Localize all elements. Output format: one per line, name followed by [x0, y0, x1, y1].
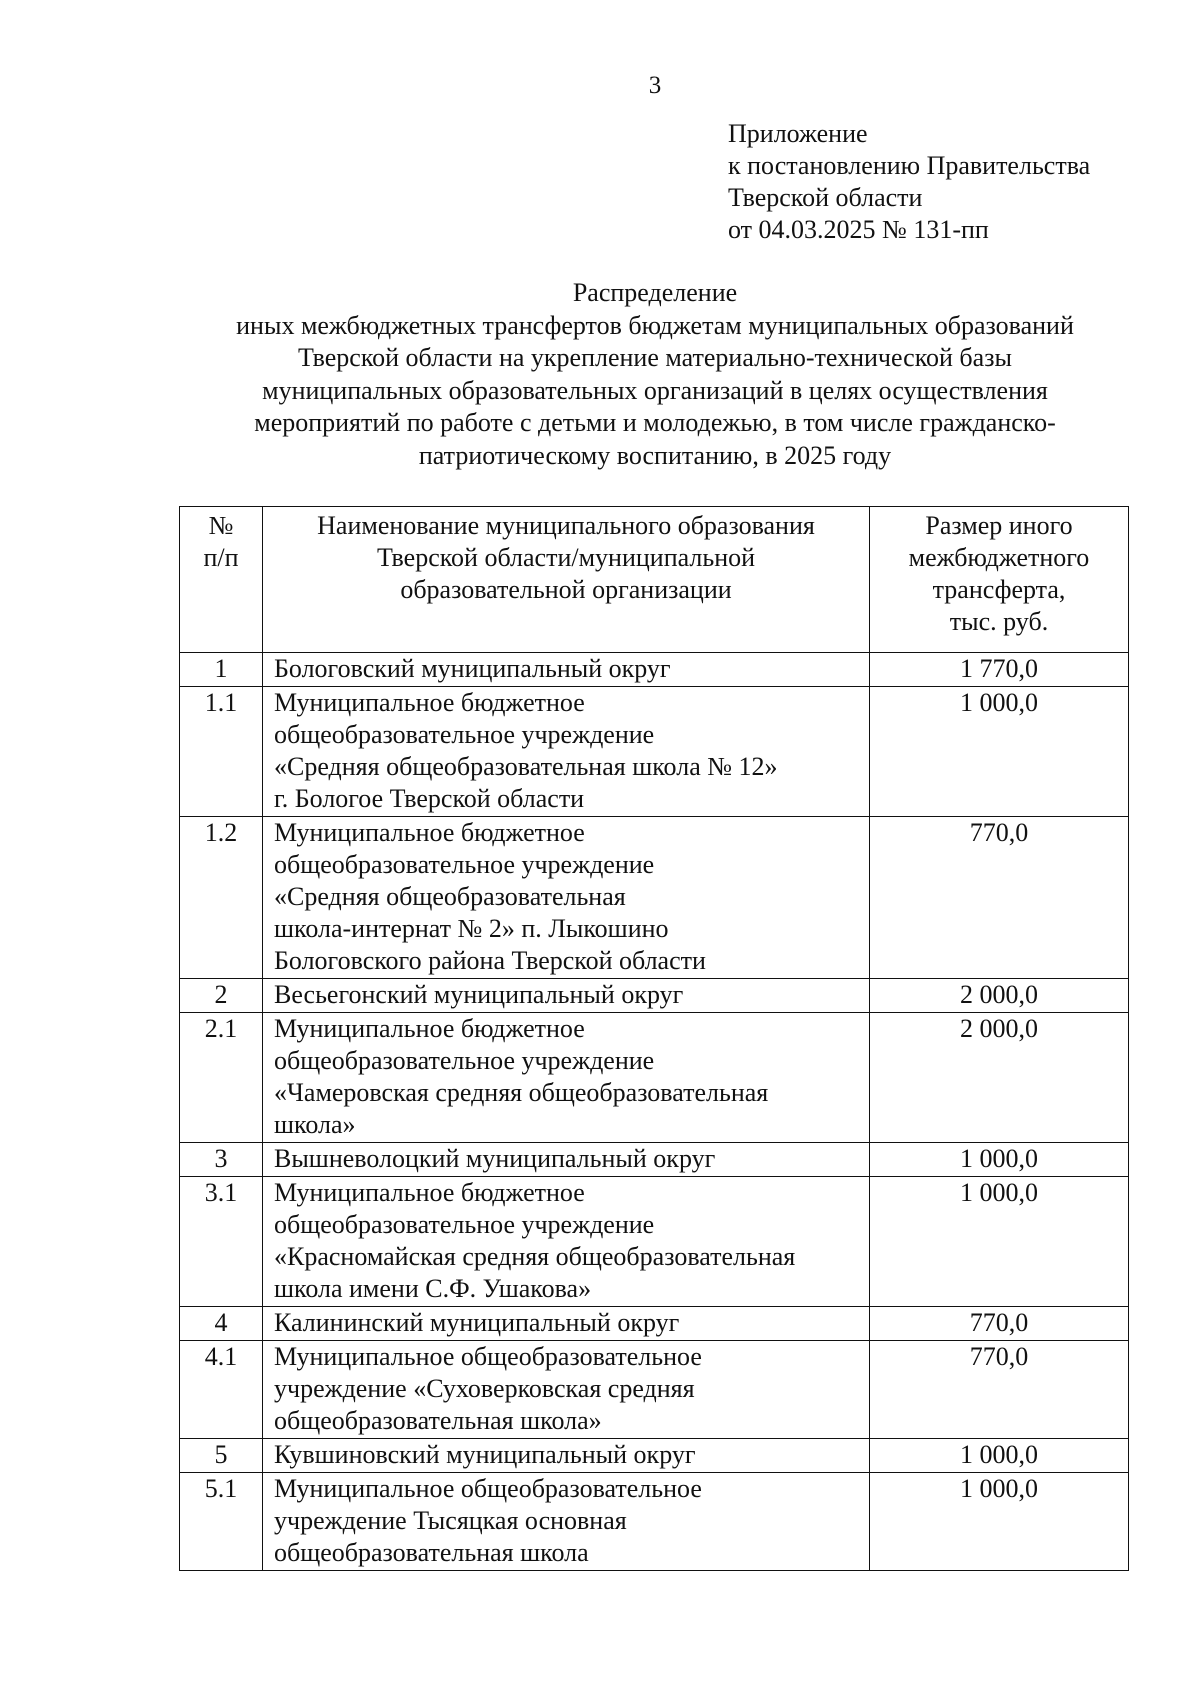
row-name-line: школа» [274, 1110, 356, 1139]
row-number: 2 [180, 979, 263, 1013]
table-row [180, 1341, 1128, 1439]
row-name-line: г. Бологое Тверской области [274, 784, 585, 813]
table-header-row [180, 507, 1128, 653]
row-amount: 770,0 [870, 817, 1129, 979]
row-name-line: Калининский муниципальный округ [274, 1308, 680, 1337]
row-name-line: Муниципальное бюджетное [274, 1014, 585, 1043]
row-name-line: общеобразовательное учреждение [274, 1046, 655, 1075]
row-name [263, 687, 870, 817]
page-number: 3 [648, 72, 662, 99]
row-name [263, 1473, 870, 1571]
row-name-line: Муниципальное бюджетное [274, 688, 585, 717]
title-line: патриотическому воспитанию, в 2025 году [418, 440, 892, 470]
row-name-line: общеобразовательное учреждение [274, 720, 655, 749]
appendix-block [728, 118, 1090, 246]
row-name-line: учреждение «Суховерковская средняя [274, 1374, 695, 1403]
row-name-line: Муниципальное бюджетное [274, 818, 585, 847]
table-row [180, 1439, 1128, 1473]
row-name [263, 1307, 870, 1341]
row-number: 1.2 [180, 817, 263, 979]
row-name-line: Вышневолоцкий муниципальный округ [274, 1144, 716, 1173]
table-row [180, 653, 1128, 687]
table-row [180, 979, 1128, 1013]
row-number: 3.1 [180, 1177, 263, 1307]
title-line: мероприятий по работе с детьми и молодежью, в том числе гражданско- [254, 408, 1056, 437]
table-row [180, 687, 1128, 817]
header-text: тыс. руб. [949, 607, 1049, 636]
title-line: Распределение [572, 278, 738, 307]
row-name-line: «Красномайская средняя общеобразовательная [274, 1242, 796, 1271]
row-name-line: Кувшиновский муниципальный округ [274, 1440, 696, 1469]
row-name-line: «Средняя общеобразовательная школа № 12» [274, 752, 778, 781]
row-name [263, 817, 870, 979]
row-number: 4.1 [180, 1341, 263, 1439]
row-name-line: общеобразовательное учреждение [274, 1210, 655, 1239]
header-text: Наименование муниципального образования [317, 511, 815, 540]
row-number: 1 [180, 653, 263, 687]
appendix-line: от 04.03.2025 № 131-пп [728, 215, 989, 244]
header-text: образовательной организации [400, 575, 732, 604]
document-title [140, 277, 1170, 472]
row-amount: 1 000,0 [870, 1177, 1129, 1307]
table-row [180, 1143, 1128, 1177]
title-line: Тверской области на укрепление материально-технической базы [298, 343, 1012, 372]
row-amount: 2 000,0 [870, 979, 1129, 1013]
header-name-cell [263, 507, 870, 653]
title-line: иных межбюджетных трансфертов бюджетам муниципальных образований [236, 310, 1074, 340]
row-amount: 1 770,0 [870, 653, 1129, 687]
row-name-line: Весьегонский муниципальный округ [274, 980, 684, 1009]
row-name-line: «Средняя общеобразовательная [274, 882, 626, 911]
row-name [263, 1013, 870, 1143]
row-amount: 770,0 [870, 1307, 1129, 1341]
row-name-line: Муниципальное общеобразовательное [274, 1342, 702, 1371]
row-name-line: Муниципальное общеобразовательное [274, 1474, 702, 1503]
row-name [263, 1341, 870, 1439]
header-text: № [208, 511, 234, 540]
row-number: 2.1 [180, 1013, 263, 1143]
row-name-line: Бологовского района Тверской области [274, 946, 706, 975]
row-number: 1.1 [180, 687, 263, 817]
row-amount: 1 000,0 [870, 687, 1129, 817]
row-name-line: «Чамеровская средняя общеобразовательная [274, 1078, 769, 1107]
row-name-line: общеобразовательная школа [274, 1538, 589, 1567]
row-number: 5 [180, 1439, 263, 1473]
header-text: п/п [203, 543, 239, 572]
row-name [263, 1439, 870, 1473]
row-name-line: Бологовский муниципальный округ [274, 654, 671, 683]
table-row [180, 817, 1128, 979]
title-line: муниципальных образовательных организаций в целях осуществления [262, 375, 1048, 405]
row-name-line: школа имени С.Ф. Ушакова» [274, 1274, 592, 1303]
row-amount: 1 000,0 [870, 1143, 1129, 1177]
row-amount: 770,0 [870, 1341, 1129, 1439]
row-name-line: школа-интернат № 2» п. Лыкошино [274, 914, 669, 943]
header-text: Размер иного [925, 511, 1073, 540]
appendix-line: Приложение [728, 119, 868, 148]
row-name-line: учреждение Тысяцкая основная [274, 1506, 627, 1535]
header-text: межбюджетного [908, 543, 1090, 572]
header-amount-cell [870, 507, 1129, 653]
row-number: 3 [180, 1143, 263, 1177]
row-amount: 1 000,0 [870, 1473, 1129, 1571]
row-name-line: общеобразовательное учреждение [274, 850, 655, 879]
table-row [180, 1177, 1128, 1307]
row-name-line: Муниципальное бюджетное [274, 1178, 585, 1207]
row-amount: 2 000,0 [870, 1013, 1129, 1143]
header-number-cell [180, 507, 263, 653]
row-name [263, 653, 870, 687]
appendix-line: Тверской области [728, 183, 923, 212]
appendix-line: к постановлению Правительства [728, 151, 1091, 180]
row-name [263, 1177, 870, 1307]
row-amount: 1 000,0 [870, 1439, 1129, 1473]
table-row [180, 1013, 1128, 1143]
table-row [180, 1307, 1128, 1341]
distribution-table [179, 506, 1129, 1571]
row-number: 4 [180, 1307, 263, 1341]
row-number: 5.1 [180, 1473, 263, 1571]
header-text: Тверской области/муниципальной [376, 543, 756, 572]
row-name [263, 1143, 870, 1177]
row-name-line: общеобразовательная школа» [274, 1406, 602, 1435]
table-row [180, 1473, 1128, 1571]
header-text: трансферта, [932, 575, 1066, 604]
row-name [263, 979, 870, 1013]
